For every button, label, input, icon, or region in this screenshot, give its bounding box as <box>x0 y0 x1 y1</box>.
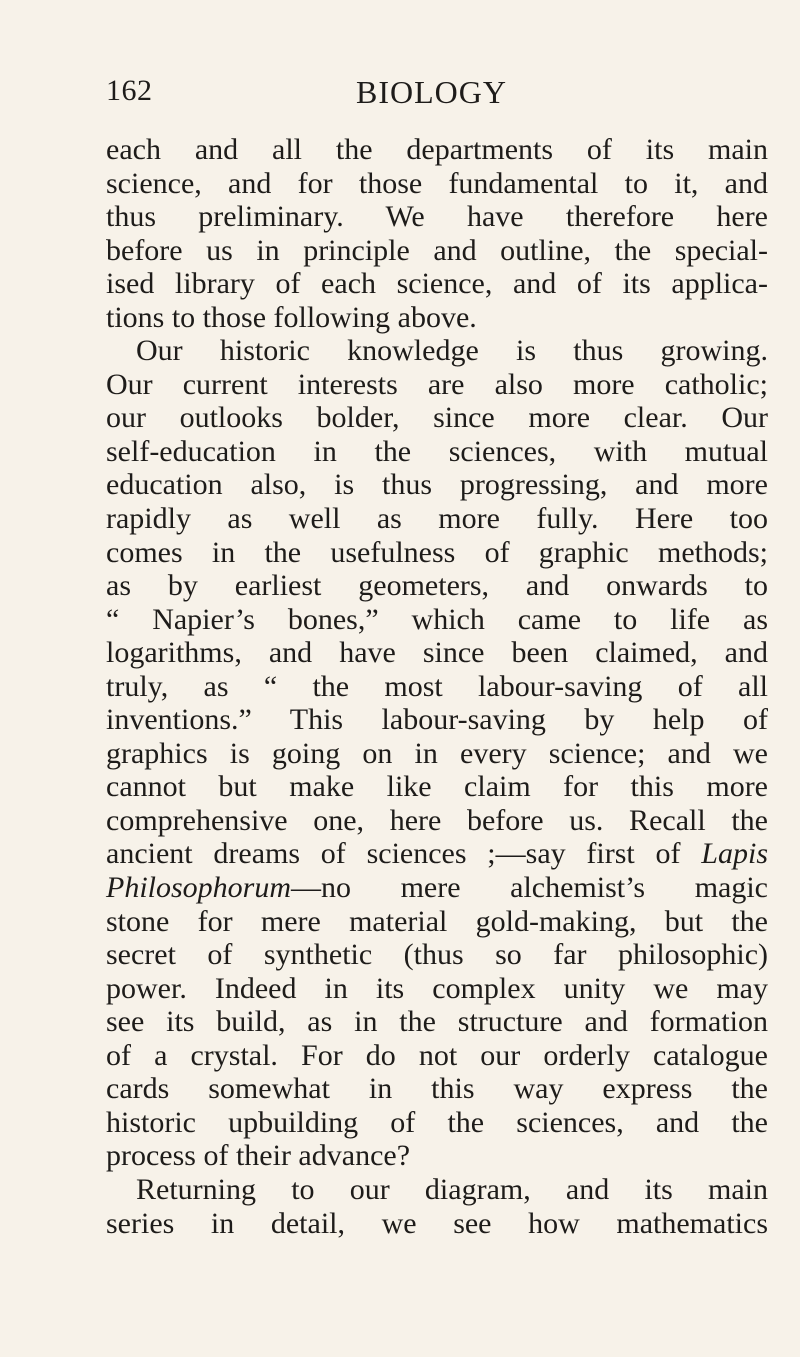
running-title: BIOLOGY <box>356 74 507 110</box>
italic-term: Philosophorum <box>106 871 292 905</box>
text-line: as by earliest geometers, and onwards to <box>106 569 768 603</box>
text-line: of a crystal. For do not our orderly catalogue <box>106 1038 768 1072</box>
text-line: science, and for those fundamental to it, and <box>106 166 768 200</box>
text-line: each and all the departments of its main <box>106 133 768 166</box>
text-segment: ancient dreams of sciences ;—say first of <box>106 837 702 871</box>
text-line: see its build, as in the structure and formation <box>106 1005 768 1039</box>
text-line: Our historic knowledge is thus growing. <box>136 334 768 368</box>
text-segment: —no mere alchemist’s magic <box>291 871 768 905</box>
text-line: “ Napier’s bones,” which came to life as <box>106 602 768 636</box>
text-line: process of their advance? <box>106 1139 411 1173</box>
text-line <box>106 871 768 905</box>
text-line: Returning to our diagram, and its main <box>136 1172 768 1206</box>
text-line: tions to those following above. <box>106 300 477 334</box>
text-line: thus preliminary. We have therefore here <box>106 200 768 234</box>
text-line: our outlooks bolder, since more clear. Our <box>106 401 768 435</box>
text-line <box>106 837 768 871</box>
text-line: before us in principle and outline, the special- <box>106 233 768 267</box>
text-line: truly, as “ the most labour-saving of all <box>106 669 768 703</box>
text-line: logarithms, and have since been claimed, and <box>106 636 768 670</box>
text-line: stone for mere material gold-making, but the <box>106 904 768 938</box>
italic-term: Lapis <box>701 837 768 871</box>
text-line: ised library of each science, and of its applica- <box>106 267 768 301</box>
text-line: education also, is thus progressing, and more <box>106 468 768 502</box>
text-line: series in detail, we see how mathematics <box>106 1206 768 1240</box>
text-line: comprehensive one, here before us. Recall the <box>106 803 768 837</box>
text-line: cards somewhat in this way express the <box>106 1072 768 1106</box>
text-line: cannot but make like claim for this more <box>106 770 768 804</box>
text-line: inventions.” This labour-saving by help of <box>106 703 768 737</box>
page-number: 162 <box>106 74 153 107</box>
running-head <box>106 74 706 114</box>
body-text <box>106 133 768 1240</box>
text-line: self-education in the sciences, with mutual <box>106 434 768 468</box>
text-line: Our current interests are also more catholic; <box>106 367 768 401</box>
text-line: comes in the usefulness of graphic methods; <box>106 535 768 569</box>
text-line: rapidly as well as more fully. Here too <box>106 502 768 536</box>
text-line: secret of synthetic (thus so far philosophic) <box>106 938 768 972</box>
text-line: historic upbuilding of the sciences, and the <box>106 1105 768 1139</box>
text-line: power. Indeed in its complex unity we may <box>106 971 768 1005</box>
text-line: graphics is going on in every science; and we <box>106 736 768 770</box>
